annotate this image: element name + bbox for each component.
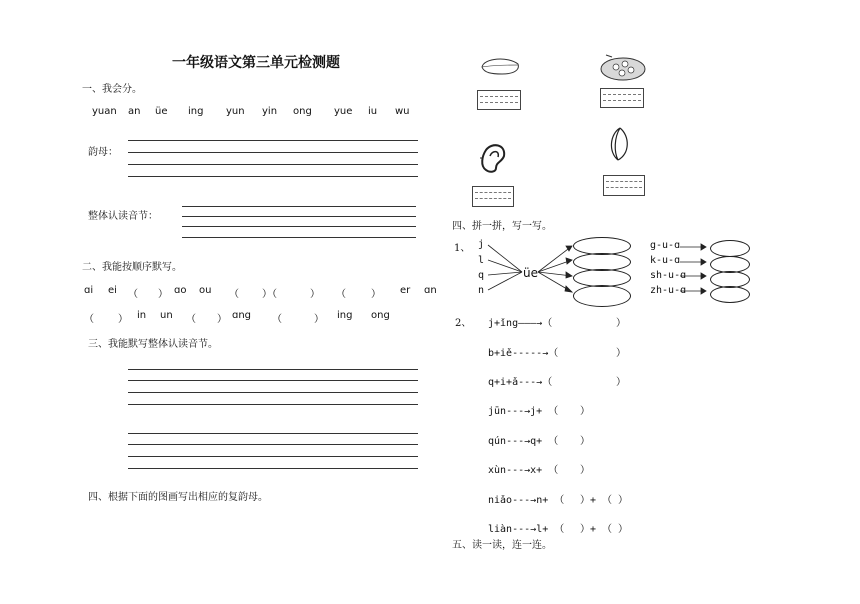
question-number: 2、 bbox=[455, 318, 472, 329]
whole-syllable-label: 整体认读音节： bbox=[88, 211, 158, 222]
dash: --- bbox=[506, 436, 525, 447]
spelling-kua: k-u-ɑ bbox=[650, 255, 681, 266]
connector-lines bbox=[486, 234, 586, 304]
arrow-icon: → bbox=[530, 524, 537, 535]
pinyin-row bbox=[488, 491, 629, 506]
section-5-heading: 五、读一读，连一连。 bbox=[452, 540, 552, 551]
initial-q: q bbox=[478, 270, 485, 281]
spelling-zhua: zh-u-ɑ bbox=[650, 285, 687, 296]
order-item: ɑng bbox=[232, 310, 252, 321]
spelling-shua: sh-u-ɑ bbox=[650, 270, 687, 281]
answer-line[interactable] bbox=[182, 237, 416, 238]
order-item: （ bbox=[272, 314, 282, 325]
pinyin-row bbox=[488, 373, 626, 388]
order-item: ） bbox=[371, 289, 381, 300]
blank-open: n+ （ bbox=[536, 495, 565, 506]
blank-open: （ bbox=[548, 348, 559, 359]
blank-close: ）+ （ ） bbox=[580, 524, 629, 535]
order-item: （ bbox=[186, 314, 196, 325]
finals-label: 韵母： bbox=[88, 147, 118, 158]
answer-line[interactable] bbox=[128, 404, 418, 405]
order-item: ɑi bbox=[84, 285, 94, 296]
order-item: ） bbox=[158, 289, 168, 300]
answer-oval[interactable] bbox=[573, 285, 631, 307]
blank-open: l+ （ bbox=[536, 524, 565, 535]
answer-box[interactable] bbox=[477, 90, 521, 110]
answer-oval[interactable] bbox=[710, 240, 750, 257]
syllable: wu bbox=[395, 106, 410, 117]
order-item: ou bbox=[199, 285, 212, 296]
initial-l: l bbox=[478, 255, 485, 266]
spelling-gua: g-u-ɑ bbox=[650, 240, 681, 251]
blank-close: ）+ （ ） bbox=[580, 495, 629, 506]
answer-line[interactable] bbox=[128, 140, 418, 141]
blank-open: j+ （ bbox=[530, 406, 559, 417]
answer-box[interactable] bbox=[603, 175, 645, 196]
answer-line[interactable] bbox=[128, 392, 418, 393]
order-item: ）（ bbox=[262, 289, 277, 300]
question-number: 1、 bbox=[454, 243, 471, 254]
pinyin-row bbox=[488, 314, 626, 329]
pinyin-left: qún bbox=[488, 436, 507, 447]
crescent-moon-icon bbox=[606, 126, 630, 162]
section-1-heading: 一、我会分。 bbox=[82, 84, 142, 95]
order-item: ing bbox=[337, 310, 353, 321]
dash: ——— bbox=[518, 318, 537, 329]
answer-line[interactable] bbox=[128, 468, 418, 469]
order-item: ） bbox=[310, 289, 320, 300]
pinyin-row bbox=[488, 461, 590, 476]
page-title: 一年级语文第三单元检测题 bbox=[172, 55, 340, 71]
pinyin-left: liàn bbox=[488, 524, 513, 535]
initial-j: j bbox=[478, 239, 485, 250]
arrow-icon: → bbox=[524, 406, 531, 417]
order-item: ong bbox=[371, 310, 390, 321]
dash: --- bbox=[506, 406, 525, 417]
answer-line[interactable] bbox=[128, 176, 418, 177]
order-item: er bbox=[400, 285, 411, 296]
blank-open: q+ （ bbox=[530, 436, 559, 447]
order-item: ） bbox=[314, 314, 324, 325]
pinyin-row bbox=[488, 344, 626, 359]
order-item: in bbox=[137, 310, 147, 321]
answer-line[interactable] bbox=[182, 216, 416, 217]
arrow-icon: → bbox=[536, 318, 543, 329]
pinyin-row bbox=[488, 520, 629, 535]
syllable: yuan bbox=[92, 106, 117, 117]
ear-icon bbox=[478, 142, 508, 174]
pinyin-section-heading: 四、拼一拼，写一写。 bbox=[452, 221, 552, 232]
syllable: an bbox=[128, 106, 141, 117]
answer-line[interactable] bbox=[128, 152, 418, 153]
pinyin-row bbox=[488, 432, 590, 447]
pinyin-left: xùn bbox=[488, 465, 507, 476]
section-4-heading: 四、根据下面的图画写出相应的复韵母。 bbox=[88, 492, 268, 503]
blank-open: x+ （ bbox=[530, 465, 559, 476]
arrow-icon: → bbox=[530, 495, 537, 506]
syllable: yin bbox=[262, 106, 278, 117]
answer-box[interactable] bbox=[600, 88, 644, 108]
order-item: （ bbox=[229, 289, 239, 300]
syllable: ing bbox=[188, 106, 204, 117]
order-item: ɑn bbox=[424, 285, 437, 296]
pinyin-left: b+iě bbox=[488, 348, 513, 359]
order-item: ei bbox=[108, 285, 117, 296]
film-reel-icon bbox=[598, 53, 648, 83]
answer-line[interactable] bbox=[128, 456, 418, 457]
pinyin-left: j+ǐng bbox=[488, 318, 519, 329]
order-item: un bbox=[160, 310, 173, 321]
answer-line[interactable] bbox=[128, 369, 418, 370]
order-item: （ bbox=[128, 289, 138, 300]
section-2-heading: 二、我能按顺序默写。 bbox=[82, 262, 182, 273]
leaf-icon bbox=[478, 56, 522, 78]
pinyin-left: jūn bbox=[488, 406, 507, 417]
order-item: （ bbox=[336, 289, 346, 300]
answer-line[interactable] bbox=[128, 164, 418, 165]
blank-close: ） bbox=[580, 406, 590, 417]
syllable: yue bbox=[334, 106, 353, 117]
answer-line[interactable] bbox=[182, 206, 416, 207]
dash: --- bbox=[506, 465, 525, 476]
arrow-lines bbox=[680, 240, 710, 300]
blank-open: （ bbox=[542, 377, 553, 388]
blank-close: ） bbox=[580, 465, 590, 476]
order-item: （ bbox=[84, 314, 94, 325]
blank-close: ） bbox=[616, 377, 626, 388]
order-item: ） bbox=[217, 314, 227, 325]
section-3-heading: 三、我能默写整体认读音节。 bbox=[88, 339, 218, 350]
answer-line[interactable] bbox=[128, 433, 418, 434]
blank-close: ） bbox=[616, 318, 626, 329]
answer-line[interactable] bbox=[128, 380, 418, 381]
arrow-icon: → bbox=[536, 377, 543, 388]
arrow-icon: → bbox=[524, 465, 531, 476]
center-final: üe bbox=[523, 266, 538, 280]
syllable: üe bbox=[155, 106, 168, 117]
answer-line[interactable] bbox=[128, 444, 418, 445]
blank-close: ） bbox=[616, 348, 626, 359]
order-item: ɑo bbox=[174, 285, 187, 296]
dash: --- bbox=[512, 495, 531, 506]
pinyin-left: q+i+ǎ bbox=[488, 377, 519, 388]
order-item: ） bbox=[118, 314, 128, 325]
answer-oval[interactable] bbox=[710, 286, 750, 303]
blank-close: ） bbox=[580, 436, 590, 447]
syllable: yun bbox=[226, 106, 245, 117]
syllable: ong bbox=[293, 106, 312, 117]
answer-line[interactable] bbox=[182, 226, 416, 227]
dash: --- bbox=[518, 377, 537, 388]
syllable: iu bbox=[368, 106, 378, 117]
pinyin-row bbox=[488, 402, 590, 417]
pinyin-left: niǎo bbox=[488, 495, 513, 506]
dash: --- bbox=[512, 524, 531, 535]
initial-n: n bbox=[478, 285, 485, 296]
answer-box[interactable] bbox=[472, 186, 514, 207]
arrow-icon: → bbox=[542, 348, 549, 359]
dash: ----- bbox=[512, 348, 543, 359]
blank-open: （ bbox=[542, 318, 553, 329]
arrow-icon: → bbox=[524, 436, 531, 447]
